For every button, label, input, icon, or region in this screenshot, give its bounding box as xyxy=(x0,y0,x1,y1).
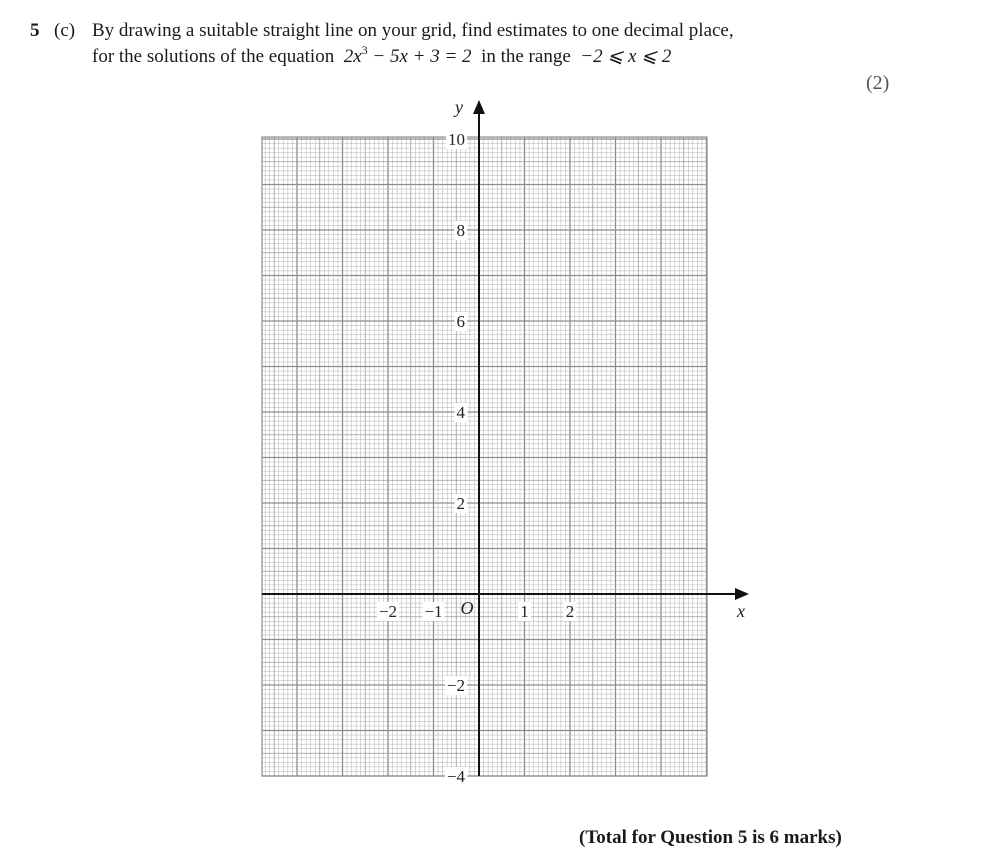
origin-label: O xyxy=(460,598,474,618)
x-tick-label: 1 xyxy=(520,602,529,621)
y-tick-label: 8 xyxy=(456,221,465,240)
range-word: in the range xyxy=(481,46,571,67)
x-tick-label: −2 xyxy=(378,602,398,621)
equation-rest: − 5x + 3 = 2 xyxy=(372,46,472,67)
y-axis-arrow-icon xyxy=(473,100,485,114)
y-tick-label: 10 xyxy=(448,130,465,149)
axes xyxy=(262,100,749,776)
question-line-1: By drawing a suitable straight line on your grid, find estimates to one decimal place, xyxy=(92,20,734,41)
x-axis-label: x xyxy=(737,601,745,621)
equation-coef: 2x xyxy=(343,46,362,67)
range-condition: −2 ⩽ x ⩽ 2 xyxy=(580,46,672,67)
question-number: 5 xyxy=(30,20,40,41)
y-axis-label: y xyxy=(455,97,463,117)
grid-lines xyxy=(262,137,707,776)
question-part: (c) xyxy=(54,20,76,41)
total-marks: (Total for Question 5 is 6 marks) xyxy=(579,827,842,848)
y-tick-label: −4 xyxy=(446,767,465,786)
marks-label: (2) xyxy=(866,72,890,94)
x-tick-label: −1 xyxy=(424,602,443,621)
y-tick-label: 4 xyxy=(456,403,465,422)
x-tick-label: 2 xyxy=(565,602,575,621)
y-tick-label: −2 xyxy=(446,676,465,695)
equation-exponent: 3 xyxy=(361,43,368,57)
line2-prefix: for the solutions of the equation xyxy=(92,46,335,67)
x-axis-arrow-icon xyxy=(735,588,749,600)
y-tick-label: 2 xyxy=(456,494,465,513)
y-tick-label: 6 xyxy=(456,312,465,331)
